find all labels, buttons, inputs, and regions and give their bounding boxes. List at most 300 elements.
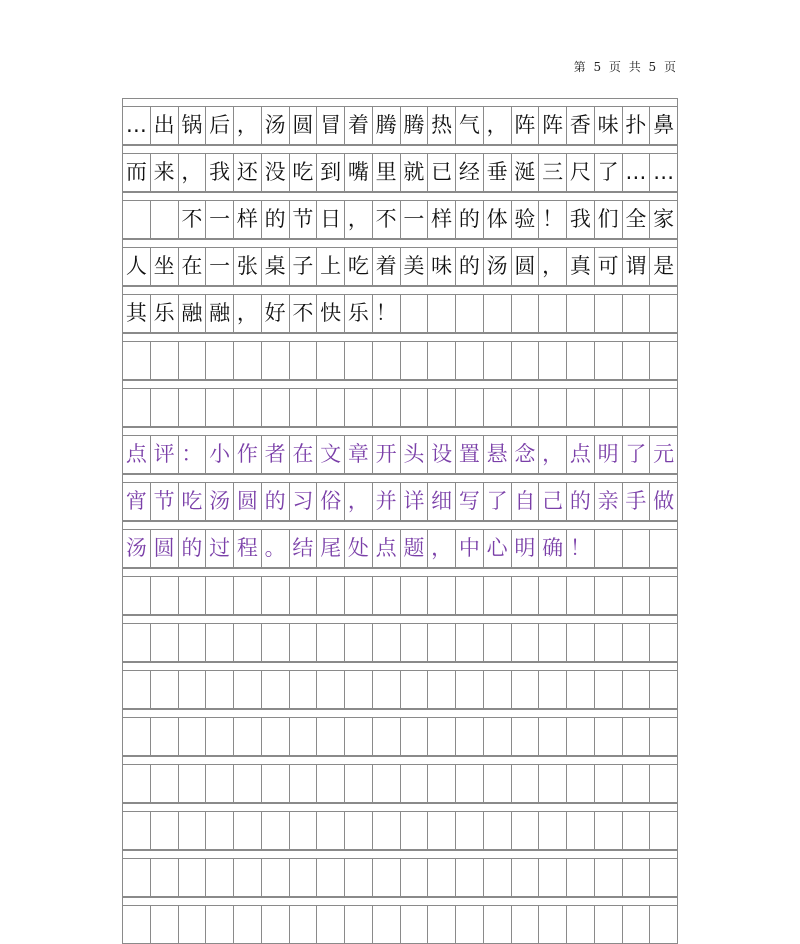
grid-cell — [566, 342, 594, 379]
grid-cell: 而 — [122, 154, 150, 191]
grid-cell: 点 — [122, 436, 150, 473]
grid-cell: 节 — [150, 483, 178, 520]
grid-cell — [455, 671, 483, 708]
grid-cell: 垂 — [483, 154, 511, 191]
grid-cell — [649, 718, 678, 755]
grid-cell — [455, 906, 483, 943]
grid-row — [122, 106, 678, 145]
grid-cell: 的 — [261, 483, 289, 520]
grid-cell — [511, 389, 539, 426]
grid-cell: 的 — [566, 483, 594, 520]
grid-cell — [150, 718, 178, 755]
grid-cell — [566, 765, 594, 802]
grid-row — [122, 623, 678, 662]
grid-cell: 上 — [316, 248, 344, 285]
grid-cell — [483, 718, 511, 755]
grid-cell: 三 — [538, 154, 566, 191]
grid-cell — [261, 577, 289, 614]
grid-cell: 涎 — [511, 154, 539, 191]
grid-cell: ， — [427, 530, 455, 567]
grid-cell: 尺 — [566, 154, 594, 191]
grid-cell — [400, 906, 428, 943]
grid-cell — [566, 906, 594, 943]
grid-cell: 来 — [150, 154, 178, 191]
grid-cell: 做 — [649, 483, 678, 520]
grid-cell — [261, 342, 289, 379]
row-gap — [122, 615, 678, 623]
grid-cell: 亲 — [594, 483, 622, 520]
grid-cell — [649, 906, 678, 943]
grid-cell: ！ — [538, 201, 566, 238]
grid-cell: 我 — [205, 154, 233, 191]
grid-cell — [622, 859, 650, 896]
grid-cell — [483, 906, 511, 943]
grid-cell — [622, 577, 650, 614]
grid-cell: 过 — [205, 530, 233, 567]
grid-cell: … — [622, 154, 650, 191]
grid-cell — [178, 342, 206, 379]
grid-cell — [427, 295, 455, 332]
grid-cell — [594, 530, 622, 567]
grid-cell — [538, 577, 566, 614]
grid-cell: 不 — [178, 201, 206, 238]
grid-row — [122, 905, 678, 944]
grid-cell — [261, 718, 289, 755]
grid-row — [122, 764, 678, 803]
grid-cell — [233, 342, 261, 379]
grid-cell: 圆 — [150, 530, 178, 567]
grid-cell — [566, 389, 594, 426]
grid-cell: 评 — [150, 436, 178, 473]
grid-cell — [122, 906, 150, 943]
grid-cell — [427, 671, 455, 708]
grid-cell — [372, 389, 400, 426]
grid-cell: 一 — [205, 248, 233, 285]
grid-cell — [205, 671, 233, 708]
grid-cell: 着 — [372, 248, 400, 285]
grid-cell: 嘴 — [344, 154, 372, 191]
grid-cell — [427, 577, 455, 614]
grid-cell — [122, 342, 150, 379]
grid-cell: 出 — [150, 107, 178, 144]
grid-cell — [538, 718, 566, 755]
grid-cell — [622, 295, 650, 332]
grid-cell — [205, 624, 233, 661]
row-gap — [122, 662, 678, 670]
grid-cell — [372, 765, 400, 802]
grid-cell — [538, 295, 566, 332]
grid-cell — [289, 624, 317, 661]
grid-cell — [400, 812, 428, 849]
grid-cell — [205, 812, 233, 849]
grid-cell — [178, 624, 206, 661]
grid-cell — [233, 859, 261, 896]
grid-cell: 腾 — [372, 107, 400, 144]
grid-cell — [622, 765, 650, 802]
grid-cell: 置 — [455, 436, 483, 473]
grid-cell — [622, 906, 650, 943]
grid-cell: 美 — [400, 248, 428, 285]
grid-cell — [150, 812, 178, 849]
grid-cell — [511, 812, 539, 849]
grid-cell — [594, 812, 622, 849]
grid-cell — [289, 812, 317, 849]
grid-cell: ， — [233, 107, 261, 144]
grid-cell — [261, 859, 289, 896]
grid-cell: 后 — [205, 107, 233, 144]
grid-cell — [622, 812, 650, 849]
grid-cell: 节 — [289, 201, 317, 238]
grid-cell — [289, 342, 317, 379]
grid-row — [122, 858, 678, 897]
grid-cell: ！ — [566, 530, 594, 567]
grid-cell: 其 — [122, 295, 150, 332]
grid-cell — [316, 671, 344, 708]
grid-cell — [122, 201, 150, 238]
grid-cell — [178, 906, 206, 943]
grid-cell — [427, 624, 455, 661]
grid-cell: ， — [344, 483, 372, 520]
grid-cell: 了 — [622, 436, 650, 473]
grid-cell: 宵 — [122, 483, 150, 520]
grid-cell: 开 — [372, 436, 400, 473]
grid-cell: 吃 — [344, 248, 372, 285]
grid-cell — [150, 201, 178, 238]
grid-cell — [372, 906, 400, 943]
page-number: 第 5 页 共 5 页 — [573, 60, 678, 74]
grid-cell: 还 — [233, 154, 261, 191]
grid-cell: 尾 — [316, 530, 344, 567]
grid-cell — [344, 812, 372, 849]
grid-cell — [427, 389, 455, 426]
grid-cell — [511, 859, 539, 896]
grid-cell — [372, 342, 400, 379]
grid-cell: 头 — [400, 436, 428, 473]
grid-cell — [649, 765, 678, 802]
grid-cell: 冒 — [316, 107, 344, 144]
grid-cell — [455, 295, 483, 332]
row-gap — [122, 98, 678, 106]
grid-cell — [538, 389, 566, 426]
grid-cell — [289, 859, 317, 896]
grid-cell — [205, 859, 233, 896]
grid-cell: 一 — [205, 201, 233, 238]
grid-cell: 写 — [455, 483, 483, 520]
grid-cell — [622, 530, 650, 567]
grid-cell: 并 — [372, 483, 400, 520]
row-gap — [122, 850, 678, 858]
grid-row — [122, 670, 678, 709]
grid-cell: 样 — [233, 201, 261, 238]
grid-cell — [649, 624, 678, 661]
grid-cell — [233, 718, 261, 755]
grid-cell — [483, 859, 511, 896]
grid-cell: 俗 — [316, 483, 344, 520]
grid-cell — [566, 671, 594, 708]
grid-cell: 热 — [427, 107, 455, 144]
row-gap — [122, 756, 678, 764]
grid-cell — [178, 389, 206, 426]
grid-cell: … — [122, 107, 150, 144]
grid-cell — [511, 624, 539, 661]
grid-row — [122, 153, 678, 192]
grid-cell: 阵 — [511, 107, 539, 144]
grid-cell: 的 — [178, 530, 206, 567]
row-gap — [122, 192, 678, 200]
grid-cell — [400, 577, 428, 614]
grid-cell: 味 — [594, 107, 622, 144]
grid-cell — [205, 342, 233, 379]
grid-cell — [538, 342, 566, 379]
grid-cell: 自 — [511, 483, 539, 520]
grid-cell — [427, 342, 455, 379]
grid-cell — [594, 859, 622, 896]
grid-cell: ， — [538, 436, 566, 473]
grid-cell — [649, 389, 678, 426]
grid-cell — [622, 671, 650, 708]
grid-cell: 没 — [261, 154, 289, 191]
row-gap — [122, 286, 678, 294]
grid-cell: 日 — [316, 201, 344, 238]
grid-cell — [455, 624, 483, 661]
grid-cell: 样 — [427, 201, 455, 238]
grid-cell — [649, 342, 678, 379]
grid-cell: 不 — [372, 201, 400, 238]
grid-cell — [400, 295, 428, 332]
row-gap — [122, 333, 678, 341]
grid-cell — [427, 812, 455, 849]
grid-cell — [150, 389, 178, 426]
grid-cell — [483, 812, 511, 849]
grid-cell — [344, 342, 372, 379]
grid-cell: ， — [538, 248, 566, 285]
grid-cell: 的 — [455, 248, 483, 285]
grid-cell: 汤 — [122, 530, 150, 567]
grid-cell: 家 — [649, 201, 678, 238]
row-gap — [122, 474, 678, 482]
grid-row — [122, 811, 678, 850]
grid-cell — [427, 718, 455, 755]
grid-cell — [538, 859, 566, 896]
grid-cell — [483, 389, 511, 426]
grid-cell — [511, 906, 539, 943]
grid-cell: 里 — [372, 154, 400, 191]
grid-cell — [455, 342, 483, 379]
grid-cell: 经 — [455, 154, 483, 191]
grid-cell — [344, 577, 372, 614]
grid-cell — [233, 624, 261, 661]
grid-cell — [344, 718, 372, 755]
grid-cell — [538, 812, 566, 849]
grid-cell: 习 — [289, 483, 317, 520]
grid-cell: 锅 — [178, 107, 206, 144]
grid-cell — [566, 812, 594, 849]
grid-cell: 融 — [178, 295, 206, 332]
grid-cell — [261, 906, 289, 943]
grid-cell — [344, 624, 372, 661]
grid-cell: 扑 — [622, 107, 650, 144]
grid-cell: ， — [344, 201, 372, 238]
grid-cell: 们 — [594, 201, 622, 238]
grid-cell — [178, 812, 206, 849]
grid-cell: 我 — [566, 201, 594, 238]
grid-cell — [178, 765, 206, 802]
grid-cell — [316, 812, 344, 849]
grid-cell: 真 — [566, 248, 594, 285]
grid-cell: 己 — [538, 483, 566, 520]
grid-cell: 好 — [261, 295, 289, 332]
grid-cell: ， — [483, 107, 511, 144]
grid-cell — [150, 765, 178, 802]
grid-cell — [566, 624, 594, 661]
grid-cell: 味 — [427, 248, 455, 285]
grid-cell — [400, 671, 428, 708]
grid-cell: 汤 — [261, 107, 289, 144]
grid-cell — [594, 624, 622, 661]
grid-cell: 悬 — [483, 436, 511, 473]
grid-cell — [538, 765, 566, 802]
grid-cell — [511, 718, 539, 755]
grid-row — [122, 576, 678, 615]
grid-cell — [261, 389, 289, 426]
grid-cell — [483, 624, 511, 661]
grid-cell — [289, 906, 317, 943]
grid-cell — [372, 812, 400, 849]
grid-cell — [649, 530, 678, 567]
grid-cell: 吃 — [289, 154, 317, 191]
grid-cell: 圆 — [233, 483, 261, 520]
grid-cell: 中 — [455, 530, 483, 567]
grid-cell: 。 — [261, 530, 289, 567]
grid-cell — [205, 765, 233, 802]
grid-cell — [178, 859, 206, 896]
grid-cell — [289, 765, 317, 802]
grid-cell — [178, 577, 206, 614]
grid-cell: 桌 — [261, 248, 289, 285]
grid-cell — [122, 765, 150, 802]
grid-cell — [483, 577, 511, 614]
grid-cell — [122, 389, 150, 426]
grid-cell: 快 — [316, 295, 344, 332]
grid-cell: 不 — [289, 295, 317, 332]
grid-cell: ， — [233, 295, 261, 332]
grid-cell: 就 — [400, 154, 428, 191]
grid-cell — [649, 577, 678, 614]
grid-cell — [594, 671, 622, 708]
grid-cell — [344, 671, 372, 708]
grid-row — [122, 200, 678, 239]
grid-cell — [511, 295, 539, 332]
grid-cell — [594, 906, 622, 943]
grid-row — [122, 341, 678, 380]
grid-cell: 圆 — [289, 107, 317, 144]
grid-cell: 结 — [289, 530, 317, 567]
comment-row — [122, 482, 678, 521]
grid-cell — [122, 671, 150, 708]
grid-cell — [511, 765, 539, 802]
grid-cell — [344, 906, 372, 943]
comment-row — [122, 529, 678, 568]
grid-cell: 念 — [511, 436, 539, 473]
comment-row — [122, 435, 678, 474]
grid-cell — [261, 812, 289, 849]
grid-cell — [150, 624, 178, 661]
grid-cell — [316, 577, 344, 614]
grid-cell — [122, 577, 150, 614]
grid-cell — [455, 389, 483, 426]
grid-cell — [566, 295, 594, 332]
grid-cell — [205, 577, 233, 614]
grid-cell — [594, 718, 622, 755]
grid-cell — [400, 718, 428, 755]
grid-cell — [150, 906, 178, 943]
grid-cell: 处 — [344, 530, 372, 567]
grid-cell — [566, 718, 594, 755]
grid-cell — [261, 765, 289, 802]
grid-cell — [400, 389, 428, 426]
grid-cell — [261, 624, 289, 661]
grid-cell: 是 — [649, 248, 678, 285]
grid-cell: 的 — [261, 201, 289, 238]
grid-cell: 章 — [344, 436, 372, 473]
grid-cell — [483, 671, 511, 708]
grid-cell — [538, 624, 566, 661]
grid-cell — [594, 765, 622, 802]
grid-cell: 细 — [427, 483, 455, 520]
grid-cell — [400, 624, 428, 661]
grid-cell — [483, 765, 511, 802]
grid-row — [122, 247, 678, 286]
grid-cell: 的 — [455, 201, 483, 238]
grid-cell — [289, 718, 317, 755]
grid-cell: 手 — [622, 483, 650, 520]
grid-cell — [511, 577, 539, 614]
grid-cell: 着 — [344, 107, 372, 144]
grid-cell — [649, 671, 678, 708]
grid-cell — [233, 765, 261, 802]
grid-cell: 设 — [427, 436, 455, 473]
grid-cell: 明 — [511, 530, 539, 567]
grid-cell — [205, 389, 233, 426]
grid-cell: 人 — [122, 248, 150, 285]
grid-cell — [372, 624, 400, 661]
grid-cell — [594, 295, 622, 332]
grid-cell — [150, 342, 178, 379]
grid-cell — [233, 812, 261, 849]
grid-cell — [455, 577, 483, 614]
grid-cell — [316, 765, 344, 802]
grid-row — [122, 294, 678, 333]
grid-cell — [622, 389, 650, 426]
grid-cell — [400, 859, 428, 896]
grid-cell — [427, 765, 455, 802]
grid-cell: 确 — [538, 530, 566, 567]
grid-cell: ， — [178, 154, 206, 191]
grid-cell — [233, 389, 261, 426]
grid-cell — [594, 342, 622, 379]
grid-cell — [455, 859, 483, 896]
grid-cell — [289, 577, 317, 614]
grid-cell — [122, 812, 150, 849]
grid-cell — [122, 624, 150, 661]
grid-cell — [594, 389, 622, 426]
grid-cell — [372, 671, 400, 708]
grid-cell: 阵 — [538, 107, 566, 144]
grid-cell — [400, 342, 428, 379]
row-gap — [122, 709, 678, 717]
grid-cell: 详 — [400, 483, 428, 520]
grid-cell — [455, 718, 483, 755]
